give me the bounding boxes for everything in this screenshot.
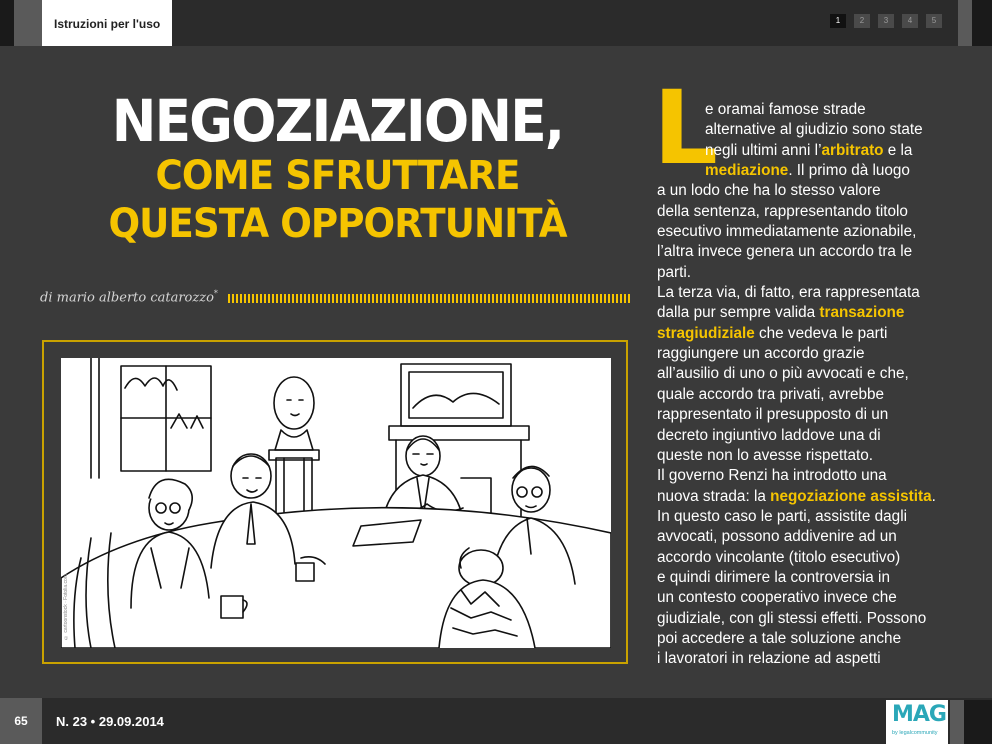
- left-grey-strip: [14, 0, 42, 46]
- text-line: e quindi dirimere la controversia in: [657, 568, 890, 586]
- text-line: quale accordo tra privati, avrebbe: [657, 385, 885, 403]
- text-run: e la: [883, 141, 913, 159]
- text-line: a un lodo che ha lo stesso valore: [657, 182, 881, 200]
- text-run: . Il primo dà luogo: [788, 162, 910, 180]
- term-transazione: transazione: [819, 304, 905, 322]
- page-link-2[interactable]: 2: [854, 14, 870, 28]
- mag-logo[interactable]: [886, 700, 948, 744]
- text-line: [657, 324, 957, 344]
- text-line: i lavoratori in relazione ad aspetti: [657, 650, 881, 668]
- article-body: [657, 100, 957, 670]
- issue-info: N. 23 • 29.09.2014: [56, 714, 164, 729]
- mag-logo-subtitle: by legalcommunity: [892, 730, 938, 736]
- page-number: 65: [0, 698, 42, 744]
- text-line: rappresentato il presupposto di un: [657, 406, 889, 424]
- text-run: dalla pur sempre valida: [657, 304, 820, 322]
- page-pager: [830, 14, 942, 28]
- text-line: raggiungere un accordo grazie: [657, 345, 865, 363]
- term-arbitrato: arbitrato: [821, 141, 884, 159]
- term-stragiudiziale: stragiudiziale: [657, 324, 755, 342]
- text-line: un contesto cooperativo invece che: [657, 589, 897, 607]
- text-line: La terza via, di fatto, era rappresentata: [657, 284, 920, 302]
- page-link-4[interactable]: 4: [902, 14, 918, 28]
- image-credit: © cartoonstock · Fotolia.com: [63, 573, 69, 640]
- text-line: avvocati, possono addivenire ad un: [657, 528, 897, 546]
- drop-cap: L: [653, 69, 718, 188]
- illustration-frame: [42, 340, 628, 664]
- headline-subtitle-2: QUESTA OPPORTUNITÀ: [108, 201, 567, 247]
- text-line: della sentenza, rappresentando titolo: [657, 202, 908, 220]
- footer-bar: [0, 698, 992, 744]
- footer-grey-strip: [950, 700, 964, 744]
- meeting-cartoon-drawing: [61, 358, 611, 648]
- text-line: [657, 487, 957, 507]
- text-run: nuova strada: la: [657, 487, 771, 505]
- section-label: Istruzioni per l'uso: [42, 0, 172, 46]
- meeting-cartoon-image: [61, 358, 611, 648]
- byline-row: [40, 288, 630, 306]
- footer-edge-strip: [964, 700, 992, 744]
- page-link-1[interactable]: 1: [830, 14, 846, 28]
- text-line: parti.: [657, 263, 692, 281]
- text-run: che vedeva le parti: [754, 324, 888, 342]
- term-mediazione: mediazione: [705, 162, 789, 180]
- article-headline: [40, 87, 635, 248]
- text-line: e oramai famose strade: [705, 101, 866, 118]
- text-line: poi accedere a tale soluzione anche: [657, 629, 902, 647]
- text-line: In questo caso le parti, assistite dagli: [657, 507, 907, 525]
- headline-title: NEGOZIAZIONE,: [111, 87, 564, 155]
- top-bar: [0, 0, 992, 46]
- text-run: .: [931, 487, 936, 505]
- text-line: [657, 161, 957, 181]
- term-negoziazione-assistita: negoziazione assistita: [770, 487, 932, 505]
- byline-footnote-mark: *: [213, 288, 218, 298]
- right-grey-strip: [958, 0, 972, 46]
- text-line: queste non lo avesse rispettato.: [657, 446, 873, 464]
- page-link-5[interactable]: 5: [926, 14, 942, 28]
- text-line: esecutivo immediatamente azionabile,: [657, 223, 917, 241]
- left-edge-strip: [0, 0, 14, 46]
- text-line: accordo vincolante (titolo esecutivo): [657, 548, 901, 566]
- text-line: l’altra invece genera un accordo tra le: [657, 243, 913, 261]
- text-line: all’ausilio di uno o più avvocati e che,: [657, 365, 909, 383]
- text-line: decreto ingiuntivo laddove una di: [657, 426, 881, 444]
- byline: [40, 289, 218, 305]
- page-link-3[interactable]: 3: [878, 14, 894, 28]
- text-line: [657, 303, 957, 323]
- right-edge-strip: [972, 0, 992, 46]
- text-line: alternative al giudizio sono state: [705, 121, 923, 139]
- text-line: giudiziale, con gli stessi effetti. Possono: [657, 609, 927, 627]
- byline-dotted-rule: [228, 294, 630, 303]
- mag-logo-text: MAG: [892, 702, 946, 727]
- text-line: [657, 141, 957, 161]
- text-run: negli ultimi anni l’: [705, 141, 822, 159]
- byline-author: di mario alberto catarozzo: [40, 290, 214, 306]
- text-line: Il governo Renzi ha introdotto una: [657, 467, 887, 485]
- headline-subtitle-1: COME SFRUTTARE: [155, 153, 520, 199]
